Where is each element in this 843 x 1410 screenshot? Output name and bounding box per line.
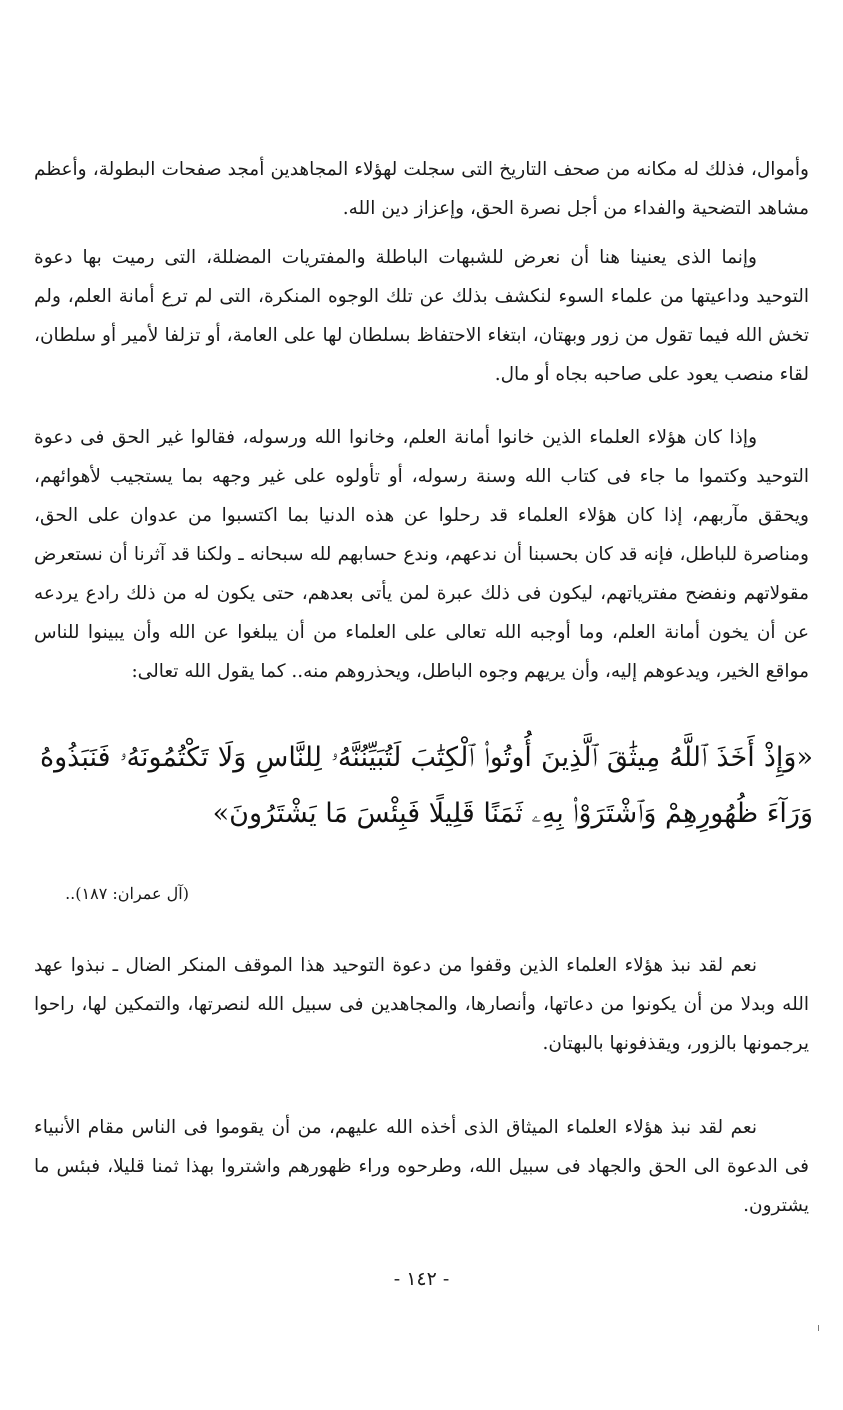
margin-mark [818, 1325, 819, 1331]
paragraph-false-accusations: وإنما الذى يعنينا هنا أن نعرض للشبهات الباطلة والمفتريات المضللة، التى رميت بها دعوة التوحيد وداعيتها من علماء السوء لنكشف بذلك عن تلك الوجوه المنكرة، التى لم ترع أمانة العلم، ولم تخش الله فيما تقول من زور وبهتان، ابتغاء الاحتفاظ بسلطان لها على العامة، أو تزلفا لأمير أو سلطان، لقاء منصب يعود على صاحبه بجاه أو مال. [34, 247, 809, 385]
paragraph-broken-pledge: نعم لقد نبذ هؤلاء العلماء الميثاق الذى أخذه الله عليهم، من أن يقوموا فى الناس مقام الأنبياء فى الدعوة الى الحق والجهاد فى سبيل الله، وطرحوه وراء ظهورهم واشتروا بهذا ثمنا قليلا، فبئس ما يشترون. [34, 1117, 809, 1216]
verse-reference: (آل عمران: ١٨٧).. [65, 884, 189, 903]
paragraph-betrayal-of-knowledge: وإذا كان هؤلاء العلماء الذين خانوا أمانة العلم، وخانوا الله ورسوله، فقالوا غير الحق فى دعوة التوحيد وكتموا ما جاء فى كتاب الله وسنة رسوله، أو تأولوه على غير وجهه بما يستجيب لأهوائهم، ويحقق مآربهم، إذا كان هؤلاء العلماء قد رحلوا عن هذه الدنيا بما اكتسبوا من عدوان على الحق، ومناصرة للباطل، فإنه قد كان بحسبنا أن ندعهم، وندع حسابهم لله سبحانه ـ ولكنا قد آثرنا أن نستعرض مقولاتهم ونفضح مفترياتهم، ليكون فى ذلك عبرة لمن يأتى بعدهم، حتى يكون له من ذلك رادع يردعه عن أن يخون أمانة العلم، وما أوجبه الله تعالى على العلماء من أن يبلغوا عن الله وأن يبينوا للناس مواقع الخير، ويدعوهم إليه، وأن يريهم وجوه الباطل، ويحذروهم منه.. كما يقول الله تعالى: [34, 427, 809, 682]
paragraph-heroism: وأموال، فذلك له مكانه من صحف التاريخ التى سجلت لهؤلاء المجاهدين أمجد صفحات البطولة، وأعظم مشاهد التضحية والفداء من أجل نصرة الحق، وإعزاز دين الله. [34, 159, 809, 219]
quran-verse: «وَإِذْ أَخَذَ ٱللَّهُ مِيثَٰقَ ٱلَّذِينَ أُوتُوا۟ ٱلْكِتَٰبَ لَتُبَيِّنُنَّهُۥ لِلنَّاسِ وَلَا تَكْتُمُونَهُۥ فَنَبَذُوهُ وَرَآءَ ظُهُورِهِمْ وَٱشْتَرَوْا۟ بِهِۦ ثَمَنًا قَلِيلًا فَبِئْسَ مَا يَشْتَرُونَ» [40, 742, 813, 829]
page-number: - ١٤٢ - [393, 1268, 450, 1290]
paragraph-rejected-covenant: نعم لقد نبذ هؤلاء العلماء الذين وقفوا من دعوة التوحيد هذا الموقف المنكر الضال ـ نبذوا عهد الله وبدلا من أن يكونوا من دعاتها، وأنصارها، والمجاهدين فى سبيل الله لنصرتها، والتمكين لها، راحوا يرجمونها بالزور، ويقذفونها بالبهتان. [34, 955, 809, 1054]
